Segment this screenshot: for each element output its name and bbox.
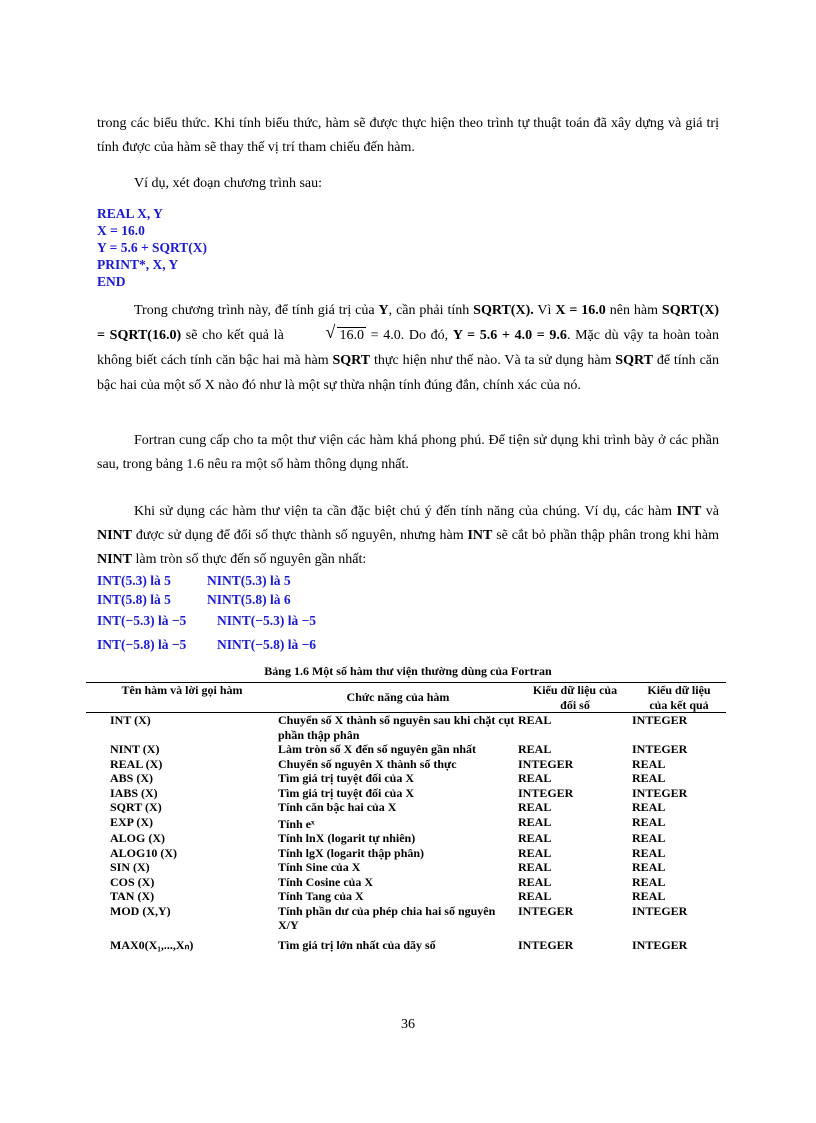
- table-cell: REAL: [518, 845, 552, 860]
- table-cell: Làm tròn số X đến số nguyên gần nhất: [278, 742, 477, 756]
- table-cell: INTEGER: [518, 937, 574, 952]
- table-cell: NINT (X): [110, 742, 160, 756]
- table-row: [86, 933, 726, 953]
- table-cell: Tìm giá trị tuyệt đối của X: [278, 785, 414, 800]
- table-row: [86, 860, 726, 875]
- table-cell: MOD (X,Y): [110, 903, 171, 918]
- table-cell: REAL: [518, 742, 552, 756]
- table-cell: REAL: [632, 860, 666, 874]
- page-number: 36: [401, 1017, 415, 1032]
- table-cell: INTEGER: [632, 713, 688, 727]
- example-intro: Ví dụ, xét đoạn chương trình sau:: [134, 176, 323, 191]
- table-cell: REAL: [518, 874, 552, 889]
- code-line: REAL X, Y: [97, 206, 163, 221]
- table-row: [86, 800, 726, 815]
- table-row: [86, 889, 726, 904]
- table-cell: REAL: [518, 814, 552, 829]
- table-cell: INTEGER: [518, 903, 574, 918]
- table-cell: REAL: [632, 874, 666, 889]
- library-paragraph: Fortran cung cấp cho ta một thư viện các hàm khá phong phú. Để tiện sử dụng khi trình bày ở các phần sau, trong bảng 1.6 nêu ra một số hàm thông dụng nhất.: [97, 433, 719, 472]
- table-row: [86, 713, 726, 743]
- table-cell: Tìm giá trị tuyệt đối của X: [278, 771, 414, 785]
- code-line: NINT(5.8) là 6: [207, 592, 291, 607]
- code-line: NINT(−5.3) là −5: [217, 613, 317, 628]
- table-row: [86, 757, 726, 772]
- table-cell: INT (X): [110, 713, 151, 727]
- table-cell: Chuyển số X thành số nguyên sau khi chặt cụt phần thập phân: [278, 713, 515, 742]
- table-cell: REAL: [632, 831, 666, 845]
- table-cell: ALOG10 (X): [110, 845, 177, 860]
- column-header: Chức năng của hàm: [278, 683, 518, 713]
- code-line: Y = 5.6 + SQRT(X): [97, 240, 208, 255]
- table-cell: Tính phần dư của phép chia hai số nguyên X/Y: [278, 903, 496, 932]
- table-cell: REAL (X): [110, 756, 163, 771]
- table-caption: Bảng 1.6 Một số hàm thư viện thường dùng của Fortran: [264, 664, 552, 678]
- code-line: INT(−5.3) là −5: [97, 613, 187, 628]
- table-row: [86, 786, 726, 801]
- explain-paragraph: Trong chương trình này, để tính giá trị của Y, cần phải tính SQRT(X). Vì X = 16.0 nên hàm SQRT(X) = SQRT(16.0) sẽ cho kết quả là √ 16.0 = 4.0. Do đó, Y = 5.6 + 4.0 = 9.6. Mặc dù vậy ta hoàn toàn không biết cách tính căn bậc hai mà hàm SQRT thực hiện như thế nào. Và ta sử dụng hàm SQRT để tính căn bậc hai của một số X nào đó như là một sự thừa nhận tính đúng đắn, chính xác của nó.: [97, 303, 719, 393]
- table-row: [86, 771, 726, 786]
- table-cell: MAX0(X₁,...,Xₙ): [110, 937, 194, 952]
- table-cell: Tính Cosine của X: [278, 874, 374, 889]
- table-cell: ALOG (X): [110, 831, 165, 845]
- table-row: [86, 742, 726, 757]
- table-cell: EXP (X): [110, 814, 153, 829]
- table-cell: Chuyển số nguyên X thành số thực: [278, 756, 457, 771]
- table-cell: COS (X): [110, 874, 155, 889]
- table-cell: INTEGER: [518, 785, 574, 800]
- code-line: INT(−5.8) là −5: [97, 637, 187, 652]
- table-cell: REAL: [632, 889, 666, 903]
- intro-paragraph: trong các biểu thức. Khi tính biểu thức, hàm sẽ được thực hiện theo trình tự thuật toán đã xây dựng và giá trị tính được của hàm sẽ thay thế vị trí tham chiếu đến hàm.: [97, 116, 719, 155]
- table-cell: INTEGER: [632, 742, 688, 756]
- table-cell: REAL: [632, 845, 666, 860]
- code-line: X = 16.0: [97, 223, 145, 238]
- table-cell: IABS (X): [110, 785, 158, 800]
- table-cell: INTEGER: [518, 756, 574, 771]
- column-header: Kiểu dữ liệu của kết quả: [632, 683, 726, 713]
- table-cell: Tính lnX (logarit tự nhiên): [278, 831, 416, 845]
- table-cell: REAL: [518, 889, 552, 903]
- table-header-row: [86, 683, 726, 713]
- table-row: [86, 904, 726, 933]
- sqrt-expression: √ 16.0: [325, 322, 364, 343]
- table-cell: Tìm giá trị lớn nhất của dãy số: [278, 937, 436, 952]
- table-cell: Tính eˣ: [278, 816, 315, 831]
- code-line: INT(5.3) là 5: [97, 573, 171, 588]
- table-cell: INTEGER: [632, 903, 688, 918]
- table-cell: REAL: [518, 831, 552, 845]
- code-line: END: [97, 274, 126, 289]
- code-block-1: [97, 205, 207, 290]
- functions-table: [86, 682, 726, 952]
- table-cell: REAL: [518, 800, 552, 814]
- table-cell: REAL: [632, 814, 666, 829]
- table-cell: SIN (X): [110, 860, 150, 874]
- table-cell: ABS (X): [110, 771, 154, 785]
- table-row: [86, 831, 726, 846]
- table-cell: SQRT (X): [110, 800, 162, 814]
- table-cell: Tính lgX (logarit thập phân): [278, 845, 425, 860]
- table-cell: Tính căn bậc hai của X: [278, 800, 397, 814]
- table-row: [86, 875, 726, 890]
- column-header: Tên hàm và lời gọi hàm: [86, 683, 278, 713]
- table-row: [86, 815, 726, 832]
- code-line: NINT(−5.8) là −6: [217, 637, 317, 652]
- table-cell: REAL: [518, 713, 552, 727]
- table-cell: TAN (X): [110, 889, 155, 903]
- table-cell: REAL: [518, 860, 552, 874]
- table-cell: REAL: [632, 756, 666, 771]
- table-cell: REAL: [632, 800, 666, 814]
- table-row: [86, 846, 726, 861]
- table-cell: REAL: [518, 771, 552, 785]
- table-cell: REAL: [632, 771, 666, 785]
- column-header: Kiểu dữ liệu của đối số: [518, 683, 632, 713]
- code-line: PRINT*, X, Y: [97, 257, 179, 272]
- table-cell: Tính Sine của X: [278, 860, 361, 874]
- note-paragraph: Khi sử dụng các hàm thư viện ta cần đặc biệt chú ý đến tính năng của chúng. Ví dụ, các hàm INT và NINT được sử dụng để đổi số thực thành số nguyên, nhưng hàm INT sẽ cắt bỏ phần thập phân trong khi hàm NINT làm tròn số thực đến số nguyên gần nhất:: [97, 504, 719, 567]
- code-line: NINT(5.3) là 5: [207, 573, 291, 588]
- table-cell: INTEGER: [632, 937, 688, 952]
- code-line: INT(5.8) là 5: [97, 592, 171, 607]
- table-cell: INTEGER: [632, 785, 688, 800]
- table-cell: Tính Tang của X: [278, 889, 364, 903]
